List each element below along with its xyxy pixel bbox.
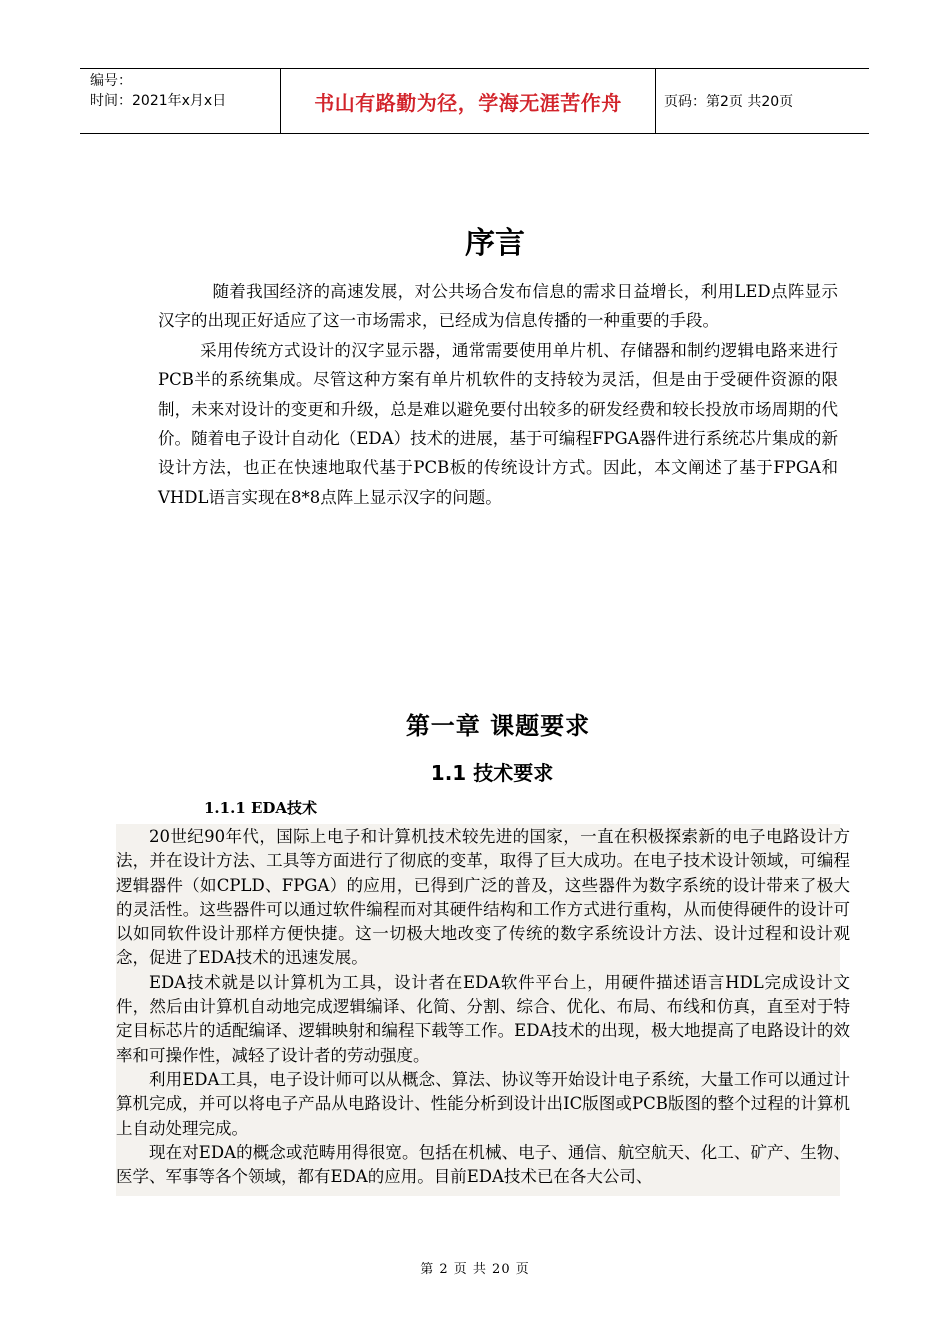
- section-title: 1.1 技术要求: [430, 761, 554, 785]
- preface-paragraph: 随着我国经济的高速发展，对公共场合发布信息的需求日益增长，利用LED点阵显示汉字的出现正好适应了这一市场需求，已经成为信息传播的一种重要的手段。: [158, 282, 838, 331]
- subsection-title: 1.1.1 EDA技术: [204, 799, 318, 817]
- chapter-paragraph: EDA技术就是以计算机为工具，设计者在EDA软件平台上，用硬件描述语言HDL完成设计文件，然后由计算机自动地完成逻辑编译、化简、分割、综合、优化、布局、布线和仿真，直至对于特定目标芯片的适配编译、逻辑映射和编程下载等工作。EDA技术的出现，极大地提高了电路设计的效率和可操作性，减轻了设计者的劳动强度。: [116, 972, 850, 1065]
- document-date-label: 时间：2021年x月x日: [90, 93, 227, 109]
- document-id-label: 编号：: [90, 73, 132, 89]
- header-motto: 书山有路勤为径，学海无涯苦作舟: [281, 69, 656, 133]
- chapter-paragraph: 利用EDA工具，电子设计师可以从概念、算法、协议等开始设计电子系统，大量工作可以通过计算机完成，并可以将电子产品从电路设计、性能分析到设计出IC版图或PCB版图的整个过程的计算机上自动处理完成。: [116, 1069, 850, 1138]
- page-header: [80, 68, 869, 134]
- preface-paragraph: 采用传统方式设计的汉字显示器，通常需要使用单片机、存储器和制约逻辑电路来进行PCB半的系统集成。尽管这种方案有单片机软件的支持较为灵活，但是由于受硬件资源的限制，未来对设计的变更和升级，总是难以避免要付出较多的研发经费和较长投放市场周期的代价。随着电子设计自动化（EDA）技术的进展，基于可编程FPGA器件进行系统芯片集成的新设计方法，也正在快速地取代基于PCB板的传统设计方式。因此，本文阐述了基于FPGA和VHDL语言实现在8*8点阵上显示汉字的问题。: [158, 340, 838, 507]
- chapter-paragraph: 现在对EDA的概念或范畴用得很宽。包括在机械、电子、通信、航空航天、化工、矿产、生物、医学、军事等各个领域，都有EDA的应用。目前EDA技术已在各大公司、: [116, 1142, 850, 1187]
- preface-body: [158, 277, 838, 512]
- chapter-body: [116, 825, 850, 1189]
- chapter-paragraph: 20世纪90年代，国际上电子和计算机技术较先进的国家，一直在积极探索新的电子电路设计方法，并在设计方法、工具等方面进行了彻底的变革，取得了巨大成功。在电子技术设计领域，可编程逻辑器件（如CPLD、FPGA）的应用，已得到广泛的普及，这些器件为数字系统的设计带来了极大的灵活性。这些器件可以通过软件编程而对其硬件结构和工作方式进行重构，从而使得硬件的设计可以如同软件设计那样方便快捷。这一切极大地改变了传统的数字系统设计方法、设计过程和设计观念，促进了EDA技术的迅速发展。: [116, 827, 850, 968]
- header-meta: [80, 69, 281, 133]
- page-footer: 第 2 页 共 20 页: [420, 1262, 530, 1277]
- chapter-title: 第一章 课题要求: [405, 712, 591, 740]
- preface-title: 序言: [465, 226, 525, 261]
- header-page-number: 页码：第2页 共20页: [664, 94, 794, 110]
